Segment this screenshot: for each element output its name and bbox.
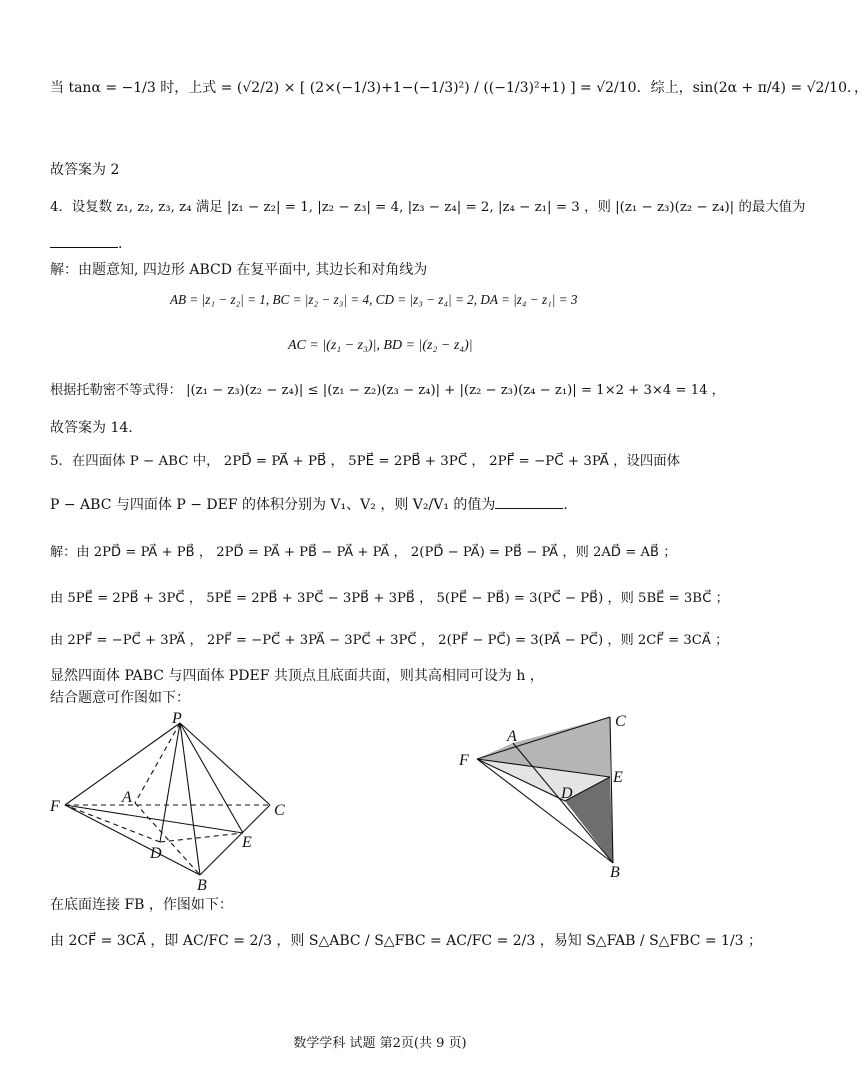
label-P: P <box>172 710 182 727</box>
edge-CB <box>200 805 270 875</box>
problem-5-connect-fb <box>50 897 233 914</box>
line-text: 显然四面体 PABC 与四面体 PDEF 共顶点且底面共面，则其高相同可设为 h ， <box>50 668 544 684</box>
edge-PE <box>180 723 243 833</box>
line-text: 根据托勒密不等式得： |(z₁ − z₃)(z₂ − z₄)| ≤ |(z₁ − z₂)(z₃ − z₄)| + |(z₂ − z₃)(z₄ − z₁)| = 1×2 + 3×4 = 14 ， <box>50 383 725 398</box>
line-text: AB = |z₁ − z₂| = 1, BC = |z₂ − z₃| = 4, CD = |z₃ − z₄| = 2, DA = |z₄ − z₁| = 3 <box>170 292 578 307</box>
label-E: E <box>242 834 252 851</box>
edge-PC <box>180 723 270 805</box>
problem-5-question: P − ABC 与四面体 P − DEF 的体积分别为 V₁、V₂ ，则 V₂/V₁ 的值为 . <box>50 497 568 513</box>
answer-line-14 <box>50 420 133 437</box>
problem-5-step-f <box>50 633 728 649</box>
label-C: C <box>274 802 285 819</box>
line-text: 由 2PF⃗ = −PC⃗ + 3PA⃗ ， 2PF⃗ = −PC⃗ + 3PA⃗ − 3PC⃗ + 3PC⃗ ， 2(PF⃗ − PC⃗) = 3(PA⃗ − PC⃗) ，则 2CF⃗ = 3CA⃗ ； <box>50 633 729 648</box>
line-text: AC = |(z₁ − z₃)|, BD = |(z₂ − z₄)| <box>288 338 473 353</box>
problem-4-solution-intro <box>50 262 427 279</box>
line-text: P − ABC 与四面体 P − DEF 的体积分别为 V₁、V₂ ，则 V₂/V₁ 的值为 <box>50 497 496 513</box>
label-E: E <box>613 769 623 786</box>
label-D: D <box>561 785 573 802</box>
label-A: A <box>122 789 132 806</box>
line-text: 由 2CF⃗ = 3CA⃗ ，即 AC/FC = 2/3 ，则 S△ABC / S△FBC = AC/FC = 2/3 ，易知 S△FAB / S△FBC = 1/3 ； <box>50 933 763 949</box>
problem-4-ptolemy <box>50 383 725 399</box>
solution-line-tan <box>50 80 868 97</box>
label-D: D <box>150 845 162 862</box>
line-text: 故答案为 2 <box>50 162 120 178</box>
line-text: 4．设复数 z₁, z₂, z₃, z₄ 满足 |z₁ − z₂| = 1, |z₂ − z₃| = 4, |z₃ − z₄| = 2, |z₄ − z₁| = 3 ，则 |(z₁ − z₃)(z₂ − z₄)| 的最大值为 <box>50 200 806 215</box>
line-text: 故答案为 14. <box>50 420 133 436</box>
line-text: 解：由 2PD⃗ = PA⃗ + PB⃗ ， 2PD⃗ = PA⃗ + PB⃗ − PA⃗ + PA⃗ ， 2(PD⃗ − PA⃗) = PB⃗ − PA⃗ ，则 2AD⃗ = AB⃗ ； <box>50 545 677 560</box>
tetrahedron-svg <box>40 705 310 895</box>
label-B: B <box>197 877 207 894</box>
problem-4-diagonals <box>288 337 473 355</box>
line-text: 结合题意可作图如下： <box>50 690 190 706</box>
label-B: B <box>610 864 620 881</box>
base-triangle-figure <box>455 705 645 885</box>
problem-4-statement <box>50 200 805 216</box>
line-text: 5．在四面体 P − ABC 中， 2PD⃗ = PA⃗ + PB⃗ ， 5PE⃗ = 2PB⃗ + 3PC⃗ ， 2PF⃗ = −PC⃗ + 3PA⃗ ，设四面体 <box>50 454 681 469</box>
label-C: C <box>615 713 626 730</box>
edge-DF-hidden <box>65 805 160 842</box>
problem-5-area-ratio <box>50 933 762 950</box>
edge-DE-hidden <box>160 833 243 842</box>
tetrahedron-figure <box>40 705 310 895</box>
line-text: 解：由题意知, 四边形 ABCD 在复平面中, 其边长和对角线为 <box>50 262 428 278</box>
answer-blank <box>495 496 563 509</box>
page-footer: 数学学科 试题 第2页(共 9 页) <box>293 1036 467 1051</box>
answer-line-2 <box>50 162 119 179</box>
problem-5-height-note <box>50 668 544 685</box>
base-triangle-svg <box>455 705 645 885</box>
line-text: 当 tanα = −1/3 时，上式 = (√2/2) × [ (2×(−1/3)+1−(−1/3)²) / ((−1/3)²+1) ] = √2/10．综上，sin(2α + π/4) = √2/10．， <box>50 80 868 96</box>
edge-PB <box>180 723 200 875</box>
label-F: F <box>50 798 60 815</box>
line-text: 由 5PE⃗ = 2PB⃗ + 3PC⃗ ， 5PE⃗ = 2PB⃗ + 3PC⃗ − 3PB⃗ + 3PB⃗ ， 5(PE⃗ − PB⃗) = 3(PC⃗ − PB⃗) ，则 5BE⃗ = 3BC⃗ ； <box>50 591 729 606</box>
problem-4-lengths <box>170 292 577 309</box>
line-text: . <box>118 236 123 252</box>
label-A: A <box>507 728 517 745</box>
problem-5-step-e <box>50 591 729 607</box>
label-F: F <box>459 752 469 769</box>
problem-5-step-d <box>50 545 676 561</box>
problem-5-statement <box>50 454 680 470</box>
problem-4-blank <box>50 235 122 253</box>
line-text: 在底面连接 FB ，作图如下： <box>50 897 233 913</box>
answer-blank <box>50 235 118 248</box>
